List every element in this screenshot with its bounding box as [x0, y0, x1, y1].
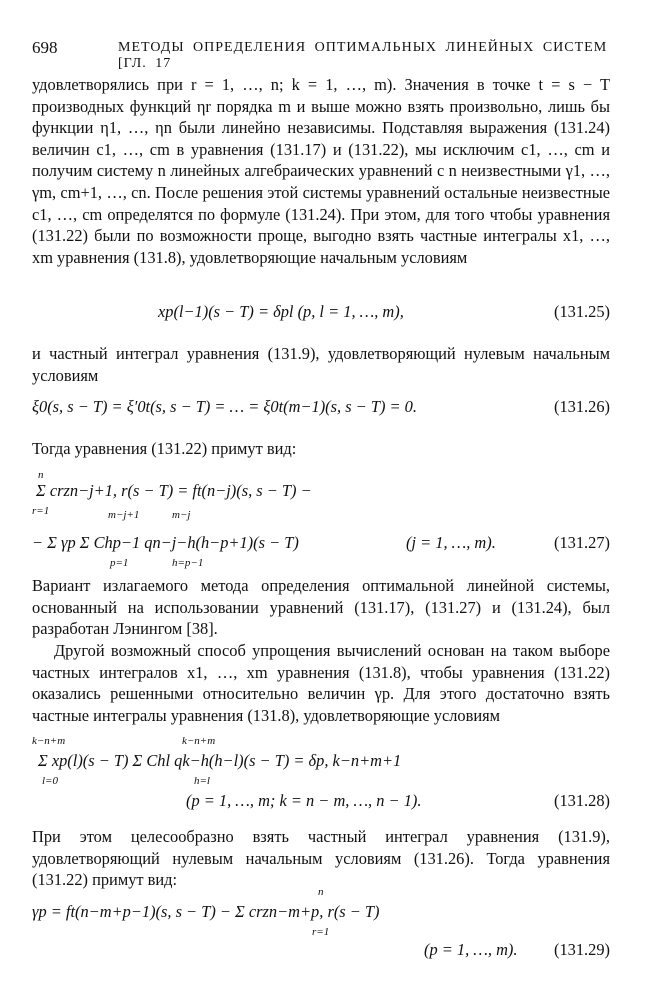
page-header: [32, 38, 613, 71]
equation-body: xp(l−1)(s − T) = δpl (p, l = 1, …, m),: [158, 302, 404, 321]
paragraph-6-text: При этом целесообразно взять частный интеграл уравнения (131.9), удовлетворяющий нулевым начальным условиям (131.26). Тогда уравнения (131.22) примут вид:: [32, 827, 610, 890]
paragraph-6: [32, 826, 610, 891]
paragraph-3-text: Тогда уравнения (131.22) примут вид:: [32, 439, 297, 458]
equation-condition: (p = 1, …, m).: [424, 940, 518, 959]
equation-condition: (j = 1, …, m).: [406, 533, 496, 552]
paragraph-1: [32, 74, 610, 268]
sum-upper-limit: n: [38, 469, 44, 481]
sum2-upper-limit: m−j: [172, 509, 191, 521]
equation-131-25: [32, 296, 610, 330]
paragraph-4-text: Вариант излагаемого метода определения оптимальной линейной системы, основанный на использовании уравнений (131.17), (131.27) и (131.24), был разработан Лэнингом [38].: [32, 576, 610, 639]
sum2-lower-limit: h=p−1: [172, 557, 204, 569]
equation-131-29: [32, 886, 610, 970]
sum2-upper-limit: k−n+m: [182, 735, 216, 747]
equation-number: (131.26): [554, 397, 610, 416]
equation-number: (131.27): [554, 533, 610, 552]
equation-line-1: Σ xp(l)(s − T) Σ Chl qk−h(h−l)(s − T) = δp, k−n+m+1: [38, 751, 402, 770]
paragraph-2-text: и частный интеграл уравнения (131.9), удовлетворяющий нулевым начальным условиям: [32, 344, 610, 385]
equation-body: ξ0(s, s − T) = ξ′0t(s, s − T) = … = ξ0t(m−1)(s, s − T) = 0.: [32, 397, 417, 416]
paragraph-1-text: удовлетворялись при r = 1, …, n; k = 1, …, m). Значения в точке t = s − T производных функций ηr порядка m и выше можно взять произвольно, лишь бы функции η1, …, ηn были линейно независимы. Подставляя выражения (131.24) величин c1, …, cm в уравнения (131.17) и (131.22), мы исключим c1, …, cm и получим систему n линейных алгебраических уравнений с n неизвестными γ1, …, γm, cm+1, …, cn. После решения этой системы уравнений остальные неизвестные c1, …, cm определятся по формуле (131.24). При этом, для того чтобы уравнения (131.22) были по возможности проще, выгодно взять частные интегралы x1, …, xm уравнения (131.8), удовлетворяющие начальным условиям: [32, 75, 610, 267]
sum-upper-limit: n: [318, 886, 324, 898]
equation-number: (131.25): [554, 302, 610, 321]
running-head: МЕТОДЫ ОПРЕДЕЛЕНИЯ ОПТИМАЛЬНЫХ ЛИНЕЙНЫХ СИСТЕМ [ГЛ. 17: [118, 40, 608, 71]
equation-131-28: [32, 735, 610, 815]
sum1-upper-limit: k−n+m: [32, 735, 66, 747]
page-number: 698: [32, 38, 58, 57]
sum-lower-limit: r=1: [32, 505, 50, 517]
equation-number: (131.28): [554, 791, 610, 810]
sum-lower-limit: r=1: [312, 926, 330, 938]
equation-condition: (p = 1, …, m; k = n − m, …, n − 1).: [186, 791, 422, 810]
paragraph-3: [32, 438, 610, 460]
equation-line-1: Σ crzn−j+1, r(s − T) = ft(n−j)(s, s − T) −: [36, 481, 312, 500]
sum1-lower-limit: p=1: [110, 557, 129, 569]
sum2-lower-limit: h=l: [194, 775, 210, 787]
equation-line-1: γp = ft(n−m+p−1)(s, s − T) − Σ crzn−m+p, r(s − T): [32, 902, 380, 921]
sum1-upper-limit: m−j+1: [108, 509, 140, 521]
sum1-lower-limit: l=0: [42, 775, 58, 787]
paragraph-5: [32, 640, 610, 726]
paragraph-2: [32, 343, 610, 386]
equation-line-2: − Σ γp Σ Chp−1 qn−j−h(h−p+1)(s − T): [32, 533, 299, 552]
equation-131-27: [32, 469, 610, 569]
paragraph-5-text: Другой возможный способ упрощения вычислений основан на таком выборе частных интегралов x1, …, xm уравнения (131.8), чтобы уравнения (131.22) оказались решенными относительно величин γp. Для этого достаточно взять частные интегралы уравнения (131.8), удовлетворяющие условиям: [32, 641, 610, 725]
equation-number: (131.29): [554, 940, 610, 959]
paragraph-4: [32, 575, 610, 640]
equation-131-26: [32, 391, 610, 425]
